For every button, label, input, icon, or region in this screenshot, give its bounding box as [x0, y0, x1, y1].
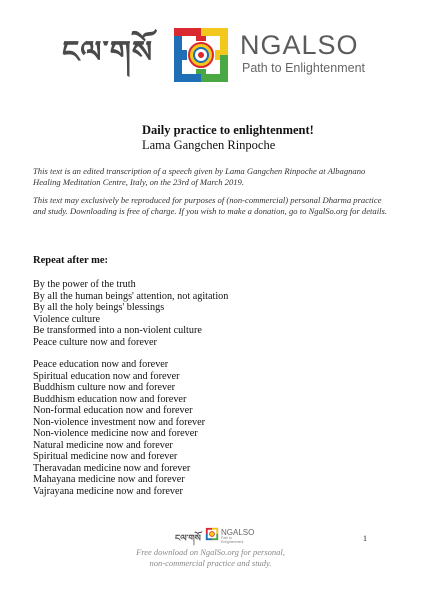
mandala-logo-icon — [170, 24, 232, 86]
repeat-heading: Repeat after me: — [33, 255, 109, 266]
document-author: Lama Gangchen Rinpoche — [142, 138, 276, 152]
prayer-line: Violence culture — [33, 313, 100, 325]
prayer-line: Spiritual medicine now and forever — [33, 451, 178, 463]
prayer-line: Buddhism culture now and forever — [33, 382, 176, 394]
prayer-line: Vajrayana medicine now and forever — [33, 486, 183, 498]
header-logo — [0, 22, 421, 92]
prayer-block-2 — [33, 359, 205, 498]
prayer-line: Non-formal education now and forever — [33, 405, 193, 417]
prayer-line: Spiritual education now and forever — [33, 370, 180, 382]
footer-brand-name: NGALSO — [221, 528, 255, 537]
reproduction-note: This text may exclusively be reproduced for purposes of (non-commercial) personal Dharma practice and study. Downloading is free of charge. If you wish to make a donation, go to NgalSo.org for details. — [33, 195, 388, 216]
prayer-line: Buddhism education now and forever — [33, 393, 187, 405]
footer-logo — [175, 527, 255, 543]
tibetan-logo-text: ངལ་གསོ — [62, 35, 154, 70]
prayer-line: Non-violence medicine now and forever — [33, 428, 198, 440]
footer-mandala-icon — [205, 527, 219, 541]
footer-usage-line: non-commercial practice and study. — [149, 558, 272, 568]
footer-download-line: Free download on NgalSo.org for personal, — [136, 547, 285, 557]
prayer-line: By the power of the truth — [33, 279, 136, 290]
prayer-line: Mahayana medicine now and forever — [33, 474, 185, 486]
prayer-line: Peace culture now and forever — [33, 336, 157, 348]
footer-tibetan-text: ངལ་གསོ — [175, 534, 201, 544]
document-title: Daily practice to enlightenment! — [142, 123, 314, 137]
brand-tagline: Path to Enlightenment — [242, 61, 365, 75]
prayer-line: Non-violence investment now and forever — [33, 416, 205, 428]
prayer-line: Natural medicine now and forever — [33, 439, 173, 451]
prayer-block-1 — [33, 279, 228, 348]
page-number: 1 — [363, 534, 367, 543]
prayer-line: By all the human beings' attention, not agitation — [33, 290, 229, 302]
transcription-note: This text is an edited transcription of a speech given by Lama Gangchen Rinpoche at Albagnano Healing Meditation Centre, Italy, on the 23rd of March 2019. — [33, 166, 366, 187]
prayer-line: By all the holy beings' blessings — [33, 302, 165, 314]
brand-name: NGALSO — [240, 30, 359, 60]
prayer-line: Be transformed into a non-violent culture — [33, 325, 202, 337]
prayer-line: Peace education now and forever — [33, 359, 169, 370]
footer-brand-tagline: Path to Enlightenment — [221, 536, 244, 544]
prayer-line: Theravadan medicine now and forever — [33, 462, 191, 474]
